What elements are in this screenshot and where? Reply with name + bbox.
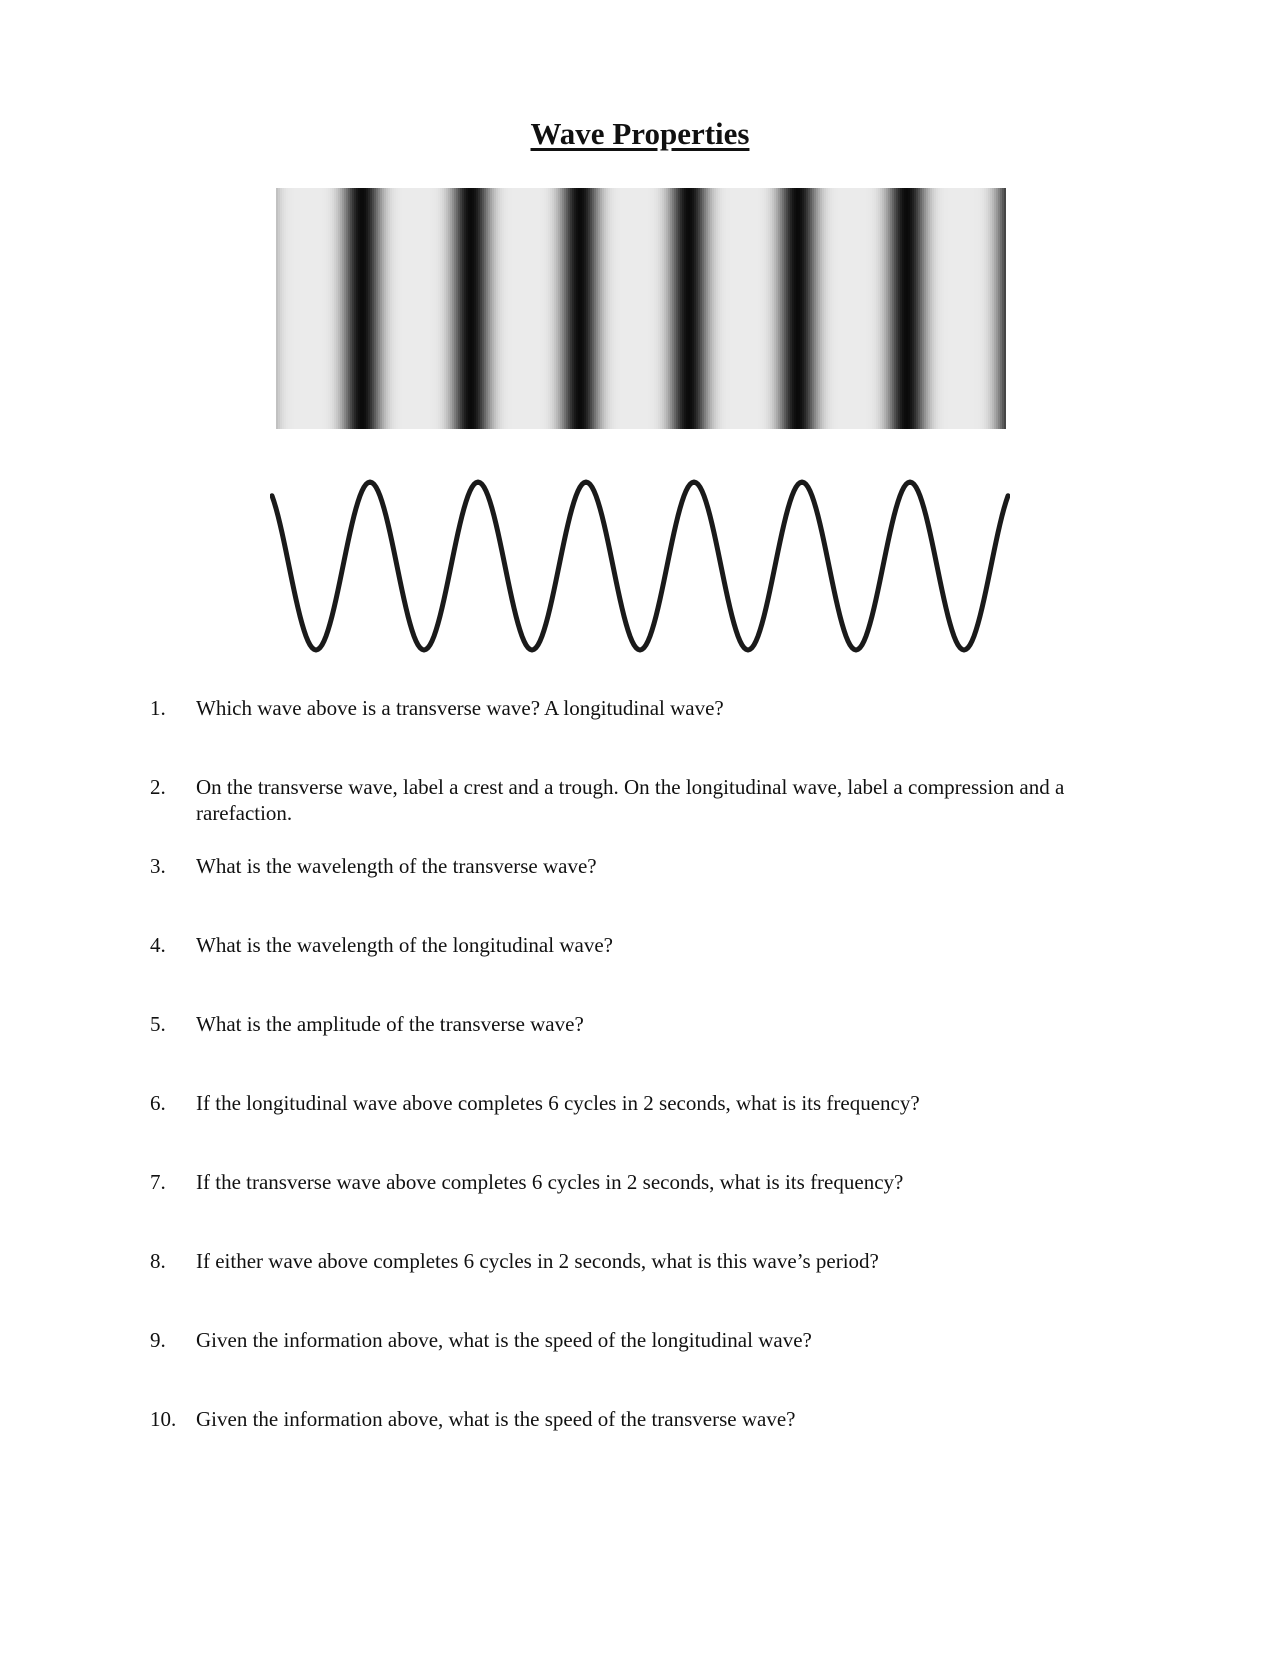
transverse-wave-icon [270,468,1010,664]
longitudinal-wave-icon [276,188,1006,429]
question-2 [150,774,1160,826]
question-text: Given the information above, what is the speed of the longitudinal wave? [196,1328,812,1352]
question-number: 6. [150,1091,166,1115]
question-1 [150,695,1160,721]
question-4 [150,932,1160,958]
question-number: 4. [150,933,166,957]
longitudinal-band [1004,188,1006,429]
question-text: What is the wavelength of the transverse wave? [196,854,597,878]
question-7 [150,1169,1160,1195]
question-10 [150,1406,1160,1432]
question-text: If the transverse wave above completes 6 cycles in 2 seconds, what is its frequency? [196,1170,904,1194]
page-title: Wave Properties [530,116,750,151]
question-text: Which wave above is a transverse wave? A longitudinal wave? [196,696,724,720]
question-5 [150,1011,1160,1037]
question-number: 3. [150,854,166,878]
question-number: 9. [150,1328,166,1352]
question-text: If either wave above completes 6 cycles in 2 seconds, what is this wave’s period? [196,1249,879,1273]
question-6 [150,1090,1160,1116]
question-text: Given the information above, what is the speed of the transverse wave? [196,1407,796,1431]
transverse-wave-line [272,482,1008,650]
question-number: 10. [150,1407,177,1431]
question-text: If the longitudinal wave above completes 6 cycles in 2 seconds, what is its frequency? [196,1091,920,1115]
question-number: 8. [150,1249,166,1273]
question-8 [150,1248,1160,1274]
question-text: What is the amplitude of the transverse wave? [196,1012,584,1036]
question-number: 1. [150,696,166,720]
question-number: 5. [150,1012,166,1036]
question-number: 2. [150,775,166,799]
question-number: 7. [150,1170,166,1194]
question-text: On the transverse wave, label a crest and a trough. On the longitudinal wave, label a compression and a rarefaction. [196,775,1065,825]
question-3 [150,853,1160,879]
question-9 [150,1327,1160,1353]
question-text: What is the wavelength of the longitudinal wave? [196,933,613,957]
